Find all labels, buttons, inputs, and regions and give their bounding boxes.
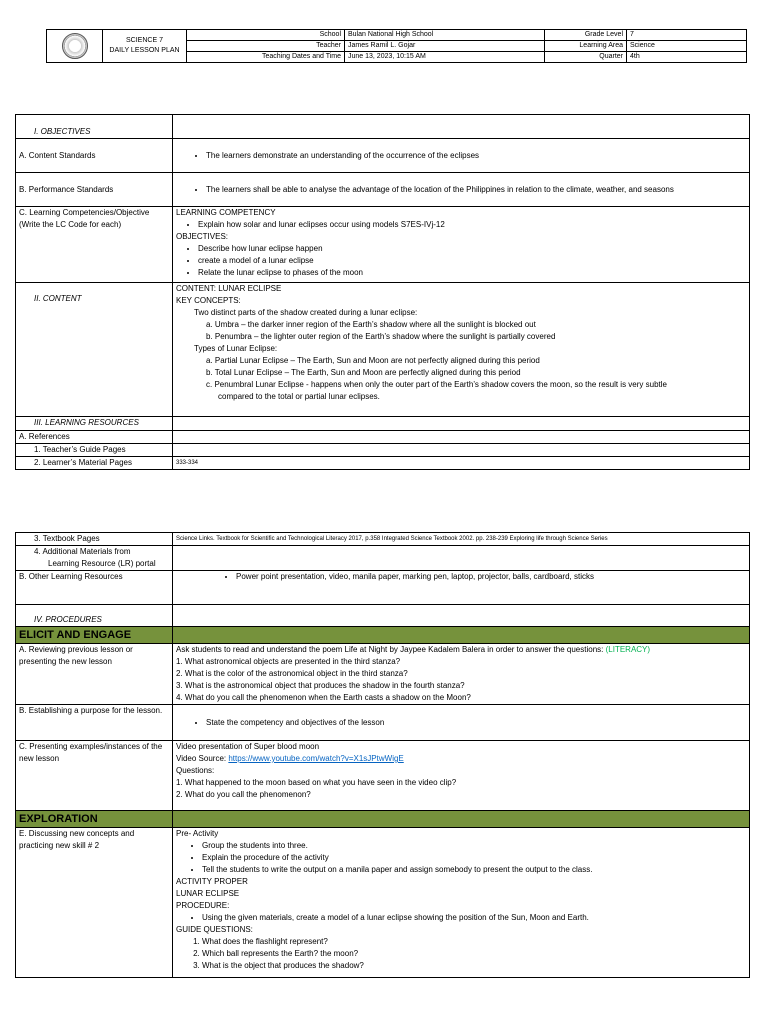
- guide-question: 3. What is the object that produces the shadow?: [202, 960, 746, 972]
- penumbral-eclipse-text: c. Penumbral Lunar Eclipse - happens when only the outer part of the Earth’s shadow covers the moon, so the result is very subtle: [206, 380, 667, 389]
- area-label: Learning Area: [545, 41, 627, 52]
- pre-activity-item: • Explain the procedure of the activity: [202, 852, 746, 864]
- header-table: [46, 29, 747, 63]
- examples-label: C. Presenting examples/instances of the new lesson: [16, 741, 173, 811]
- empty-cell: [173, 444, 750, 457]
- questions-heading: Questions:: [176, 766, 215, 775]
- content-heading: II. CONTENT: [16, 283, 173, 417]
- additional-materials-label: [16, 546, 173, 571]
- reviewing-intro: [176, 644, 746, 656]
- types-intro: Types of Lunar Eclipse:: [194, 344, 278, 353]
- procedures-heading: IV. PROCEDURES: [16, 605, 173, 627]
- lunar-eclipse-heading: LUNAR ECLIPSE: [176, 889, 240, 898]
- obj-item: • Describe how lunar eclipse happen: [198, 243, 746, 255]
- grade-label: Grade Level: [545, 30, 627, 41]
- reviewing-cell: [173, 644, 750, 705]
- performance-standards-cell: [173, 173, 750, 207]
- quarter-value: 4th: [627, 52, 747, 63]
- content-standards-text: • The learners demonstrate an understanding of the occurrence of the eclipses: [206, 150, 746, 162]
- other-resources-cell: [173, 571, 750, 605]
- lesson-table-page1: [15, 114, 750, 470]
- guide-questions-heading: GUIDE QUESTIONS:: [176, 925, 253, 934]
- deped-seal-icon: [62, 33, 88, 59]
- performance-standards-label: B. Performance Standards: [16, 173, 173, 207]
- pre-activity-heading: Pre- Activity: [176, 829, 219, 838]
- other-resources-label: B. Other Learning Resources: [16, 571, 173, 605]
- video-question: 2. What do you call the phenomenon?: [176, 790, 311, 799]
- obj-item: • create a model of a lunar eclipse: [198, 255, 746, 267]
- green-bar: [173, 811, 750, 828]
- competencies-cell: [173, 207, 750, 283]
- obj-heading: OBJECTIVES:: [176, 232, 229, 241]
- textbook-label: 3. Textbook Pages: [16, 533, 173, 546]
- resources-heading: III. LEARNING RESOURCES: [16, 417, 173, 431]
- penumbra-text: b. Penumbra – the lighter outer region of the Earth’s shadow where the sunlight is partially covered: [206, 332, 556, 341]
- total-eclipse-text: b. Total Lunar Eclipse – The Earth, Sun and Moon are perfectly aligned during this period: [206, 368, 521, 377]
- textbook-value: Science Links. Textbook for Scientific and Technological Literacy 2017, p.358 Integrated Science Textbook 2002. pp. 238-239 Exploring life through Science Series: [173, 533, 750, 546]
- procedure-heading: PROCEDURE:: [176, 901, 230, 910]
- green-bar: [173, 627, 750, 644]
- dates-label: Teaching Dates and Time: [187, 52, 345, 63]
- procedure-item: • Using the given materials, create a model of a lunar eclipse showing the position of the Sun, Moon and Earth.: [202, 912, 746, 924]
- content-standards-cell: [173, 139, 750, 173]
- empty-cell: [173, 417, 750, 431]
- grade-value: 7: [627, 30, 747, 41]
- references-label: A. References: [16, 431, 173, 444]
- review-question: 2. What is the color of the astronomical object in the third stanza?: [176, 669, 408, 678]
- key-concepts-heading: KEY CONCEPTS:: [176, 296, 241, 305]
- activity-proper-heading: ACTIVITY PROPER: [176, 877, 248, 886]
- reviewing-intro-text: Ask students to read and understand the poem Life at Night by Jaypee Kadalem Balera in order to answer the questions:: [176, 645, 604, 654]
- lc-item: • Explain how solar and lunar eclipses occur using models S7ES-IVj-12: [198, 219, 746, 231]
- literacy-tag: (LITERACY): [605, 645, 651, 654]
- empty-cell: [173, 546, 750, 571]
- empty-cell: [173, 605, 750, 627]
- exploration-heading: EXPLORATION: [16, 811, 173, 828]
- school-value: Bulan National High School: [345, 30, 545, 41]
- elicit-engage-heading: ELICIT AND ENGAGE: [16, 627, 173, 644]
- umbra-text: a. Umbra – the darker inner region of the Earth’s shadow where all the sunlight is blocked out: [206, 320, 536, 329]
- learners-material-label: 2. Learner’s Material Pages: [16, 457, 173, 470]
- quarter-label: Quarter: [545, 52, 627, 63]
- area-value: Science: [627, 41, 747, 52]
- video-link[interactable]: https://www.youtube.com/watch?v=X1sJPtwWigE: [228, 754, 404, 763]
- examples-cell: [173, 741, 750, 811]
- video-question: 1. What happened to the moon based on what you have seen in the video clip?: [176, 778, 457, 787]
- performance-standards-text: • The learners shall be able to analyse the advantage of the location of the Philippines in relation to the climate, weather, and seasons: [206, 184, 746, 196]
- content-cell: [173, 283, 750, 417]
- learners-material-pages: 333-334: [173, 457, 750, 470]
- lesson-table-page2: [15, 532, 750, 978]
- doc-type: DAILY LESSON PLAN: [109, 47, 180, 54]
- review-question: 4. What do you call the phenomenon when the Earth casts a shadow on the Moon?: [176, 693, 471, 702]
- reviewing-label: A. Reviewing previous lesson or presenting the new lesson: [16, 644, 173, 705]
- other-resources-text: • Power point presentation, video, manila paper, marking pen, laptop, projector, balls, cardboard, sticks: [236, 571, 746, 583]
- dates-value: June 13, 2023, 10:15 AM: [345, 52, 545, 63]
- competencies-label: C. Learning Competencies/Objective (Write the LC Code for each): [16, 207, 173, 283]
- teacher-label: Teacher: [187, 41, 345, 52]
- shadow-intro: Two distinct parts of the shadow created during a lunar eclipse:: [194, 308, 418, 317]
- content-topic: CONTENT: LUNAR ECLIPSE: [176, 284, 282, 293]
- additional-line2: Learning Resource (LR) portal: [48, 559, 156, 568]
- video-source-label: Video Source:: [176, 754, 227, 763]
- empty-cell: [173, 115, 750, 139]
- discussing-label: E. Discussing new concepts and practicing new skill # 2: [16, 828, 173, 978]
- school-label: School: [187, 30, 345, 41]
- discussing-cell: [173, 828, 750, 978]
- additional-line1: 4. Additional Materials from: [34, 547, 131, 556]
- title-cell: [103, 30, 187, 63]
- guide-question: 1. What does the flashlight represent?: [202, 936, 746, 948]
- empty-cell: [173, 431, 750, 444]
- purpose-cell: [173, 705, 750, 741]
- purpose-label: B. Establishing a purpose for the lesson.: [16, 705, 173, 741]
- lc-heading: LEARNING COMPETENCY: [176, 208, 276, 217]
- pre-activity-item: • Group the students into three.: [202, 840, 746, 852]
- pre-activity-item: • Tell the students to write the output on a manila paper and assign somebody to present the output to the class.: [202, 864, 746, 876]
- review-question: 3. What is the astronomical object that produces the shadow in the fourth stanza?: [176, 681, 465, 690]
- teachers-guide-label: 1. Teacher’s Guide Pages: [16, 444, 173, 457]
- video-source: [176, 753, 746, 765]
- video-title: Video presentation of Super blood moon: [176, 742, 320, 751]
- review-question: 1. What astronomical objects are presented in the third stanza?: [176, 657, 401, 666]
- penumbral-eclipse-text-cont: compared to the total or partial lunar eclipses.: [218, 392, 380, 401]
- teacher-value: James Ramil L. Gojar: [345, 41, 545, 52]
- seal-cell: [47, 30, 103, 63]
- obj-item: • Relate the lunar eclipse to phases of the moon: [198, 267, 746, 279]
- partial-eclipse-text: a. Partial Lunar Eclipse – The Earth, Sun and Moon are not perfectly aligned during this period: [206, 356, 540, 365]
- content-standards-label: A. Content Standards: [16, 139, 173, 173]
- guide-question: 2. Which ball represents the Earth? the moon?: [202, 948, 746, 960]
- purpose-item: • State the competency and objectives of the lesson: [206, 717, 746, 729]
- subject-title: SCIENCE 7: [126, 37, 163, 44]
- objectives-heading: I. OBJECTIVES: [16, 115, 173, 139]
